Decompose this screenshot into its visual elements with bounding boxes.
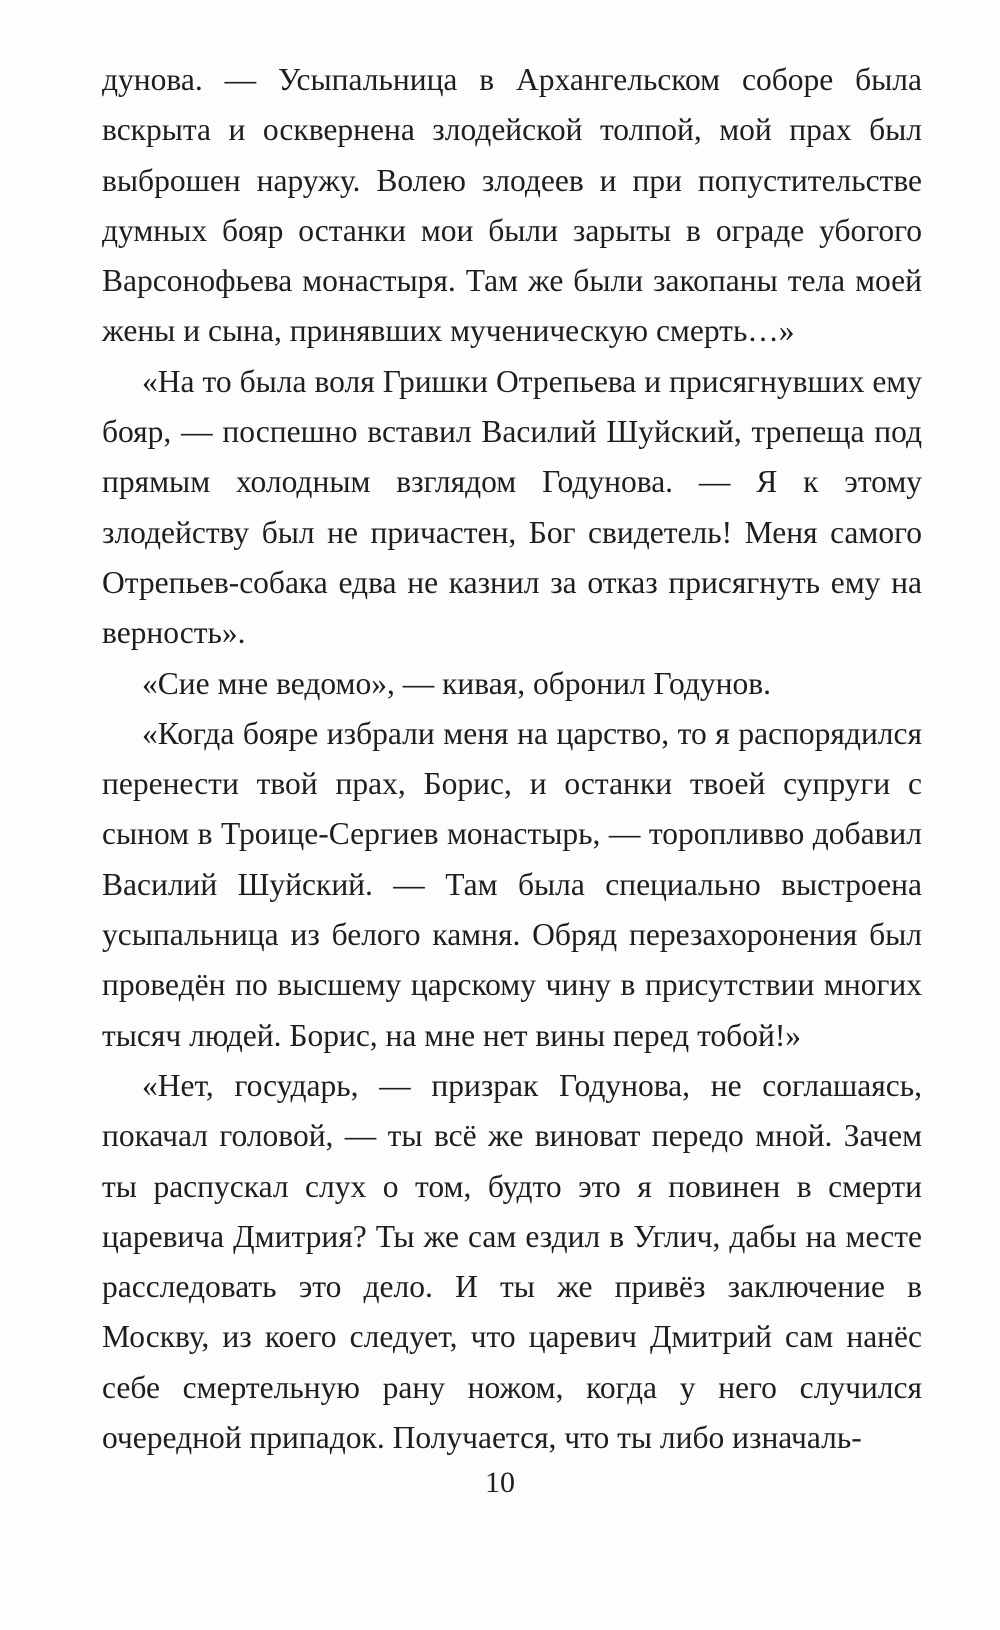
page-number: 10 [485, 1466, 515, 1499]
paragraph: «Сие мне ведомо», — кивая, обронил Годунов. [142, 665, 771, 701]
paragraph: «Нет, государь, — призрак Годунова, не соглашаясь, покачал головой, — ты всё же виноват передо мной. Зачем ты распускал слух о том, будто это я повинен в смерти царевича Дмитрия? Ты же сам ездил в Углич, дабы на месте расследовать это дело. И ты же привёз заключение в Москву, из коего следует, что царевич Дмитрий сам нанёс себе смертельную рану ножом, когда у него случился очередной припадок. Получается, что ты либо изначаль- [102, 1067, 922, 1456]
paragraph: дунова. — Усыпальница в Архангельском соборе была вскрыта и осквернена злодейской толпой, мой прах был выброшен наружу. Волею злодеев и при попустительстве думных бояр останки мои были зарыты в ограде убогого Варсонофьева монастыря. Там же были закопаны тела моей жены и сына, принявших мученическую смерть…» [102, 62, 922, 349]
paragraph: «Когда бояре избрали меня на царство, то я распорядился перенести твой прах, Борис, и останки твоей супруги с сыном в Троице-Сергиев монастырь, — торопливво добавил Василий Шуйский. — Там была специально выстроена усыпальница из белого камня. Обряд перезахоронения был проведён по высшему царскому чину в присутствии многих тысяч людей. Борис, на мне нет вины перед тобой!» [102, 715, 922, 1053]
paragraph: «На то была воля Гришки Отрепьева и присягнувших ему бояр, — поспешно вставил Василий Шуйский, трепеща под прямым холодным взглядом Годунова. — Я к этому злодейству был не причастен, Бог свидетель! Меня самого Отрепьев-собака едва не казнил за отказ присягнуть ему на верность». [102, 363, 922, 651]
page-body-text [102, 55, 922, 1463]
